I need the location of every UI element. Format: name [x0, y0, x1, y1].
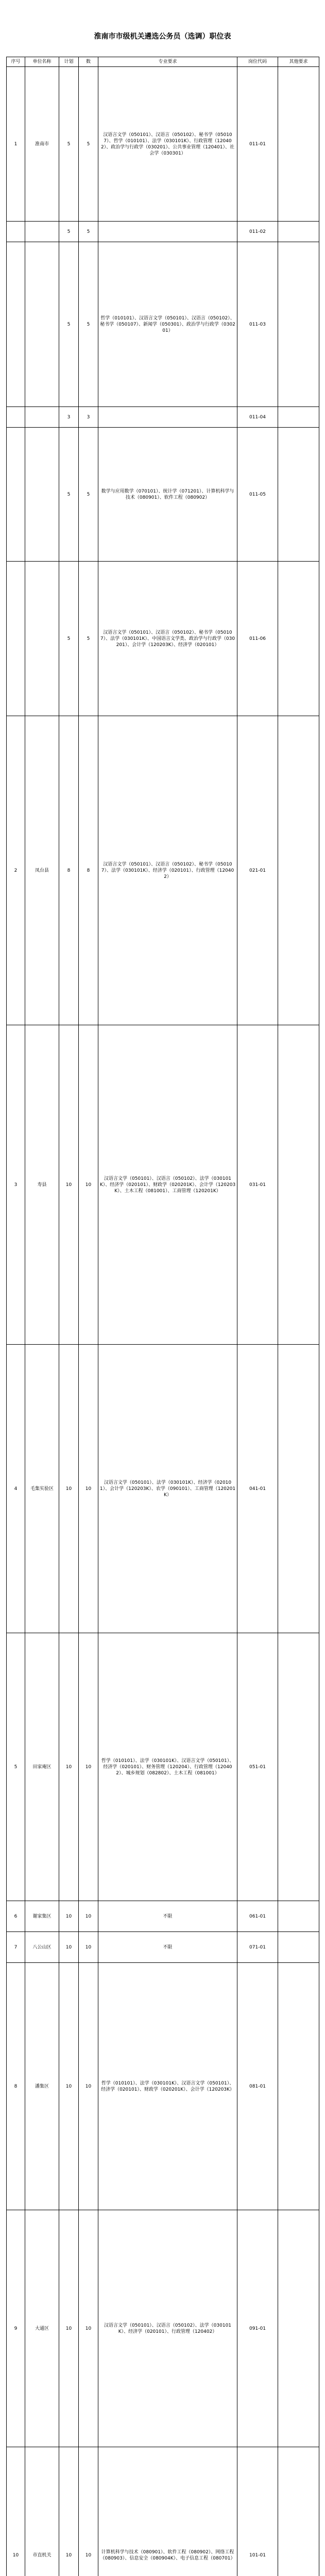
- table-row: [7, 222, 319, 242]
- table-row: [7, 407, 319, 428]
- cell-unit: 淮南市: [25, 67, 59, 222]
- table-row: [7, 242, 319, 407]
- cell-plan-count: 10: [79, 1345, 98, 1633]
- table-body: [7, 67, 319, 2576]
- cell-plan-count: 10: [79, 2447, 98, 2576]
- cell-plan: 10: [59, 1963, 79, 2210]
- cell-major: 哲学（010101）、法学（030101K）、汉语言文学（050101）、经济学（020101）、财政学（020201K）、会计学（120203K）: [98, 1963, 237, 2210]
- header-plan-count: 数: [79, 57, 98, 67]
- cell-other: [278, 407, 319, 428]
- cell-no: 8: [7, 1963, 25, 2210]
- cell-code: 031-01: [237, 1025, 278, 1345]
- cell-major: [98, 407, 237, 428]
- table-row: [7, 1963, 319, 2210]
- cell-other: [278, 428, 319, 562]
- cell-plan: 8: [59, 716, 79, 1025]
- table-row: [7, 2210, 319, 2447]
- cell-no: 10: [7, 2447, 25, 2576]
- cell-plan: 10: [59, 2210, 79, 2447]
- cell-code: 011-06: [237, 562, 278, 716]
- cell-code: 091-01: [237, 2210, 278, 2447]
- cell-plan: 3: [59, 407, 79, 428]
- cell-other: [278, 1345, 319, 1633]
- cell-other: [278, 67, 319, 222]
- cell-plan: 5: [59, 242, 79, 407]
- cell-plan-count: 10: [79, 1901, 98, 1932]
- cell-unit: 毛集实验区: [25, 1345, 59, 1633]
- cell-plan-count: 10: [79, 2210, 98, 2447]
- cell-major: 哲学（010101）、法学（030101K）、汉语言文学（050101）、经济学（020101）、财务管理（120204）、行政管理（120402）、城乡规划（082802）、土木工程（081001）: [98, 1633, 237, 1901]
- cell-plan-count: 10: [79, 1963, 98, 2210]
- table-row: [7, 1901, 319, 1932]
- cell-unit: 八公山区: [25, 1932, 59, 1963]
- cell-major: 不限: [98, 1932, 237, 1963]
- cell-plan-count: 5: [79, 222, 98, 242]
- header-plan: 计划: [59, 57, 79, 67]
- header-other: 其他要求: [278, 57, 319, 67]
- cell-code: 061-01: [237, 1901, 278, 1932]
- cell-code: 011-05: [237, 428, 278, 562]
- cell-code: 011-02: [237, 222, 278, 242]
- cell-unit: 潘集区: [25, 1963, 59, 2210]
- cell-major: 汉语言文学（050101）、汉语言（050102）、法学（030101K）、经济学（020101）、财政学（020201K）、会计学（120203K）、土木工程（081001）、工商管理（120201K）: [98, 1025, 237, 1345]
- cell-no: [7, 222, 25, 242]
- cell-code: 011-03: [237, 242, 278, 407]
- cell-plan: 5: [59, 428, 79, 562]
- cell-other: [278, 242, 319, 407]
- cell-no: [7, 242, 25, 407]
- cell-no: 1: [7, 67, 25, 222]
- cell-major: 汉语言文学（050101）、汉语言（050102）、法学（030101K）、经济学（020101）、行政管理（120402）: [98, 2210, 237, 2447]
- cell-unit: 大通区: [25, 2210, 59, 2447]
- cell-plan: 10: [59, 2447, 79, 2576]
- cell-plan: 10: [59, 1901, 79, 1932]
- header-no: 序号: [7, 57, 25, 67]
- table-row: [7, 428, 319, 562]
- cell-no: 5: [7, 1633, 25, 1901]
- cell-unit: [25, 222, 59, 242]
- cell-major: 不限: [98, 1901, 237, 1932]
- table-row: [7, 1633, 319, 1901]
- cell-plan: 5: [59, 562, 79, 716]
- cell-no: 4: [7, 1345, 25, 1633]
- table-row: [7, 562, 319, 716]
- cell-code: 081-01: [237, 1963, 278, 2210]
- cell-no: 2: [7, 716, 25, 1025]
- table-row: [7, 716, 319, 1025]
- cell-other: [278, 1633, 319, 1901]
- cell-major: 汉语言文学（050101）、法学（030101K）、经济学（020101）、会计学（120203K）、农学（090101）、工商管理（120201K）: [98, 1345, 237, 1633]
- header-major: 专业要求: [98, 57, 237, 67]
- cell-unit: 谢家集区: [25, 1901, 59, 1932]
- cell-plan-count: 3: [79, 407, 98, 428]
- cell-other: [278, 562, 319, 716]
- cell-code: 071-01: [237, 1932, 278, 1963]
- cell-plan: 10: [59, 1932, 79, 1963]
- cell-no: 3: [7, 1025, 25, 1345]
- cell-other: [278, 716, 319, 1025]
- cell-no: 9: [7, 2210, 25, 2447]
- cell-plan: 10: [59, 1345, 79, 1633]
- cell-other: [278, 1963, 319, 2210]
- cell-major: 汉语言文学（050101）、汉语言（050102）、秘书学（050107）、法学（030101K）、中国语言文学类、政治学与行政学（030201）、会计学（120203K）、经济学（020101）: [98, 562, 237, 716]
- cell-other: [278, 1932, 319, 1963]
- cell-unit: [25, 562, 59, 716]
- position-table: [6, 57, 319, 2576]
- cell-unit: [25, 428, 59, 562]
- cell-unit: [25, 407, 59, 428]
- cell-unit: [25, 242, 59, 407]
- cell-plan-count: 10: [79, 1633, 98, 1901]
- cell-major: 计算机科学与技术（080901）、软件工程（080902）、网络工程（080903）、信息安全（080904K）、电子信息工程（080701）: [98, 2447, 237, 2576]
- cell-other: [278, 2447, 319, 2576]
- cell-plan: 5: [59, 67, 79, 222]
- cell-other: [278, 222, 319, 242]
- table-row: [7, 1932, 319, 1963]
- table-header-row: [7, 57, 319, 67]
- cell-plan-count: 5: [79, 67, 98, 222]
- cell-other: [278, 1901, 319, 1932]
- cell-other: [278, 2210, 319, 2447]
- cell-code: 041-01: [237, 1345, 278, 1633]
- cell-unit: 凤台县: [25, 716, 59, 1025]
- cell-no: [7, 428, 25, 562]
- cell-code: 011-04: [237, 407, 278, 428]
- cell-plan: 5: [59, 222, 79, 242]
- cell-plan-count: 8: [79, 716, 98, 1025]
- cell-unit: 寿县: [25, 1025, 59, 1345]
- cell-plan-count: 10: [79, 1932, 98, 1963]
- cell-other: [278, 1025, 319, 1345]
- table-row: [7, 1025, 319, 1345]
- table-row: [7, 2447, 319, 2576]
- cell-major: 数学与应用数学（070101）、统计学（071201）、计算机科学与技术（080901）、软件工程（080902）: [98, 428, 237, 562]
- cell-code: 051-01: [237, 1633, 278, 1901]
- cell-unit: 市直机关: [25, 2447, 59, 2576]
- cell-no: 6: [7, 1901, 25, 1932]
- page-title: 淮南市市级机关遴选公务员（选调）职位表: [94, 32, 231, 41]
- cell-no: [7, 407, 25, 428]
- header-code: 岗位代码: [237, 57, 278, 67]
- header-unit: 单位名称: [25, 57, 59, 67]
- cell-plan-count: 5: [79, 562, 98, 716]
- cell-no: 7: [7, 1932, 25, 1963]
- cell-major: [98, 222, 237, 242]
- table-row: [7, 67, 319, 222]
- cell-plan-count: 5: [79, 242, 98, 407]
- table-row: [7, 1345, 319, 1633]
- cell-major: 哲学（010101）、汉语言文学（050101）、汉语言（050102）、秘书学（050107）、新闻学（050301）、政治学与行政学（030201）: [98, 242, 237, 407]
- cell-major: 汉语言文学（050101）、汉语言（050102）、秘书学（050107）、哲学（010101）、法学（030101K）、行政管理（120402）、政治学与行政学（030201）、公共事业管理（120401）、社会学（030301）: [98, 67, 237, 222]
- cell-code: 021-01: [237, 716, 278, 1025]
- cell-code: 101-01: [237, 2447, 278, 2576]
- cell-plan-count: 10: [79, 1025, 98, 1345]
- cell-plan: 10: [59, 1633, 79, 1901]
- cell-no: [7, 562, 25, 716]
- cell-unit: 田家庵区: [25, 1633, 59, 1901]
- cell-major: 汉语言文学（050101）、汉语言（050102）、秘书学（050107）、法学（030101K）、经济学（020101）、行政管理（120402）: [98, 716, 237, 1025]
- cell-plan-count: 5: [79, 428, 98, 562]
- cell-code: 011-01: [237, 67, 278, 222]
- cell-plan: 10: [59, 1025, 79, 1345]
